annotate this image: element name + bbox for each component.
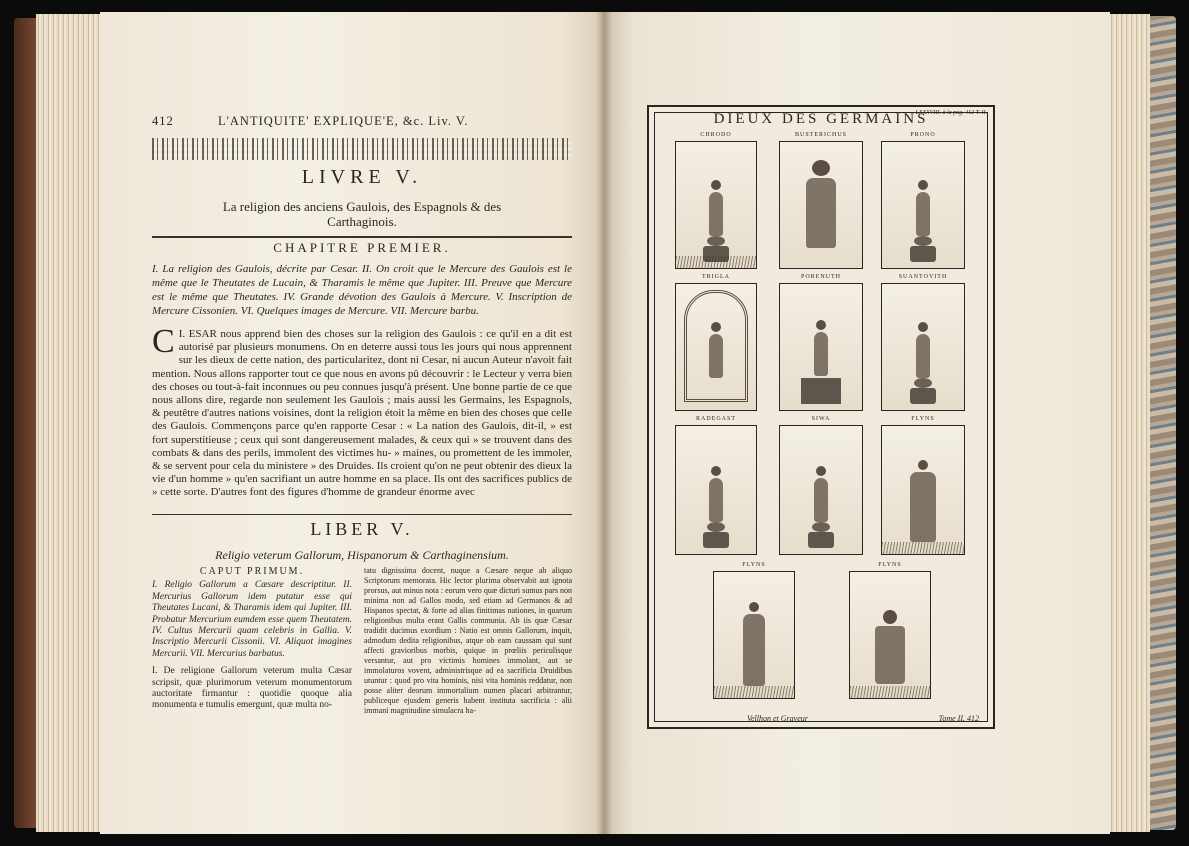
pedestal	[914, 236, 932, 246]
page-number: 412	[152, 114, 174, 128]
figure-label: SUANTOVITH	[898, 274, 948, 280]
figure-label: FLYNS	[878, 562, 902, 568]
figure-label: PRONO	[910, 132, 936, 138]
statue-body	[709, 334, 723, 378]
statue-body	[916, 334, 930, 378]
statue-head	[883, 610, 897, 624]
page-edges-right	[1104, 14, 1150, 832]
latin-summary: I. Religio Gallorum a Cæsare descriptitur. II. Mercurius Gallorum idem putatur esse qui Theutates Lucani, & Tharamis idem qui Jupiter. III. Probatur Mercurium eumdem esse quem Theutatem. IV. Cultus Mercurii quam celebris in Gallia. V. Inscriptio Mercurii Cissonii. VI. Aliquot imagines Mercurii. VII. Mercurius barbatus.	[152, 580, 352, 659]
body-numeral: I.	[178, 328, 186, 340]
statue-head	[918, 460, 928, 470]
figure-label: PORENUTH	[800, 274, 841, 280]
figure-label: BUSTERICHUS	[794, 132, 847, 138]
statue-body	[875, 626, 905, 684]
engraver-credit: Vellhon et Graveur	[747, 714, 808, 723]
drop-cap: C	[152, 323, 175, 360]
divider	[152, 236, 572, 238]
statue-head	[711, 180, 721, 190]
latin-subtitle: Religio veterum Gallorum, Hispanorum & Carthaginensium.	[215, 548, 509, 562]
figure-ground	[714, 686, 794, 698]
figure-chrodo	[675, 132, 757, 269]
figure-ground	[850, 686, 930, 698]
pedestal	[707, 522, 725, 532]
figure-suantovith	[881, 274, 965, 411]
latin-body: I. De religione Gallorum veterum multa Cæsar scripsit, quæ plurimorum veterum monumentorum auctoritate firmantur : quotidie quoque alia monumenta e tumulis emergunt, quæ multa no-	[152, 666, 352, 711]
statue-body	[709, 478, 723, 522]
figure-label: TRIGLA	[702, 274, 730, 280]
statue-body	[916, 192, 930, 236]
statue-head	[812, 160, 830, 176]
statue-body	[910, 472, 936, 542]
statue-body	[743, 614, 765, 686]
pedestal	[703, 532, 729, 548]
pedestal	[910, 388, 936, 404]
ornament-band	[152, 138, 572, 160]
plate-title: DIEUX DES GERMAINS	[713, 111, 929, 127]
latin-book-heading: LIBER V.	[310, 519, 414, 539]
figure-flyns-3	[849, 562, 931, 699]
tome-reference: Tome II. 412	[938, 714, 979, 723]
pedestal	[914, 378, 932, 388]
latin-column-right: tatu dignissima docent, nuque a Cæsare neque ab aliquo Scriptorum memorata. Hic lector plurima observabit aut ignota prorsus, aut minus nota : eorum vero quæ dicturi sumus pars non minima non ad Gallos modo, sed etiam ad Germanos & ad Hispanos spectat, & forte ad alias finitimas nationes, in quarum religionibus multa erant Gallis communia. Ab iis quæ Cæsar tradidit ducimus exordium : Natio est omnis Gallorum, inquit, admodum dedita religionibus, atque ob eam caussam qui sunt affecti gravioribus morbis, quique in prœliis periculisque versantur, aut pro victimis homines immolant, aut se immolaturos vovent, administrisque ad ea sacrificia Druidibus utuntur : quod pro vita hominis, nisi vita hominis reddatur, non posse aliter deorum immortalium numen placari arbitrantur, publiceque ejusdem generis habent instituta sacrificia : alii immani magnitudine simulacra ha-	[364, 566, 572, 715]
statue-head	[918, 180, 928, 190]
chapter-summary: I. La religion des Gaulois, décrite par Cesar. II. On croit que le Mercure des Gaulois est le même que le Theutates de Lucain, & Tharamis le même que Jupiter. III. Preuve que Mercure est le même que Theutates. IV. Grande dévotion des Gaulois à Mercure. V. Inscription de Mercure Cissonien. VI. Quelques images de Mercure. VII. Mercure barbu.	[152, 263, 572, 317]
figure-porenuth	[779, 274, 863, 411]
body-text	[152, 323, 573, 500]
caput-heading: CAPUT PRIMUM.	[199, 566, 305, 577]
pedestal	[703, 246, 729, 262]
figure-prono	[881, 132, 965, 269]
page-edges-left	[36, 14, 106, 832]
book-gutter	[596, 12, 612, 834]
statue-body	[709, 192, 723, 236]
statue-body	[814, 478, 828, 522]
figure-flyns	[881, 416, 965, 555]
statue-head	[711, 322, 721, 332]
pedestal	[801, 378, 841, 404]
book-subtitle: La religion des anciens Gaulois, des Espagnols & des Carthaginois.	[222, 199, 502, 229]
plate-reference: LXXXVIII. à la pag. 412 T. II.	[915, 110, 987, 116]
figure-label: SIWA	[811, 416, 831, 422]
statue-body	[806, 178, 836, 248]
statue-head	[918, 322, 928, 332]
figure-radegast	[675, 416, 757, 555]
pedestal	[808, 532, 834, 548]
figure-flyns-2	[713, 562, 795, 699]
pedestal	[910, 246, 936, 262]
figure-siwa	[779, 416, 863, 555]
figure-ground	[882, 542, 964, 554]
chapter-heading: CHAPITRE PREMIER.	[273, 240, 451, 255]
engraved-plate	[647, 105, 995, 729]
book-heading: LIVRE V.	[301, 166, 423, 188]
figure-bustericus	[779, 132, 863, 269]
figure-label: FLYNS	[911, 416, 935, 422]
figure-label: FLYNS	[742, 562, 766, 568]
pedestal	[812, 522, 830, 532]
figure-label: CHRODO	[700, 132, 732, 138]
running-title: L'ANTIQUITE' EXPLIQUE'E, &c. Liv. V.	[218, 114, 469, 128]
statue-head	[749, 602, 759, 612]
figure-label: RADEGAST	[695, 416, 736, 422]
latin-column-left	[152, 566, 352, 712]
divider	[152, 514, 572, 515]
pedestal	[707, 236, 725, 246]
body-paragraph: ESAR nous apprend bien des choses sur la religion des Gaulois : ce qu'il en a dit est autorisé par plusieurs monumens. On en deterre aussi tous les jours qui nous apprennent sur les dieux de cette nation, des particularitez, dont ni Cesar, ni aucun Auteur n'avoit fait mention. Nous allons rapporter tout ce que nous en avons pû découvrir : le Lecteur y verra bien des choses ou tout-à-fait inconnues ou peu connues jusqu'à présent. Une bonne partie de ce que nous allons dire, regarde non seulement les Gaulois ; mais aussi les Germains, les Espagnols, & peutêtre d'autres nations voisines, dont la religion étoit la même en bien des choses que celle des Gaulois. Commençons parce qu'en rapporte Cesar : « La nation des Gaulois, dit-il, » est fort superstitieuse ; ceux qui sont dangereusement malades, & ceux qui » se trouvent dans des combats & dans des perils, immolent des victimes hu- » maines, ou promettent de les immoler, & se servent pour cela du ministere » des Druides. Ils croient qu'on ne peut obtenir des dieux la vie d'un homme » qu'en sacrifiant un autre homme en sa place. Ils ont des sacrifices publics de » cette sorte. D'autres font des figures d'homme de grandeur énorme avec	[152, 328, 573, 499]
statue-head	[816, 466, 826, 476]
statue-body	[814, 332, 828, 376]
statue-head	[711, 466, 721, 476]
statue-head	[816, 320, 826, 330]
figure-trigla	[675, 274, 757, 411]
